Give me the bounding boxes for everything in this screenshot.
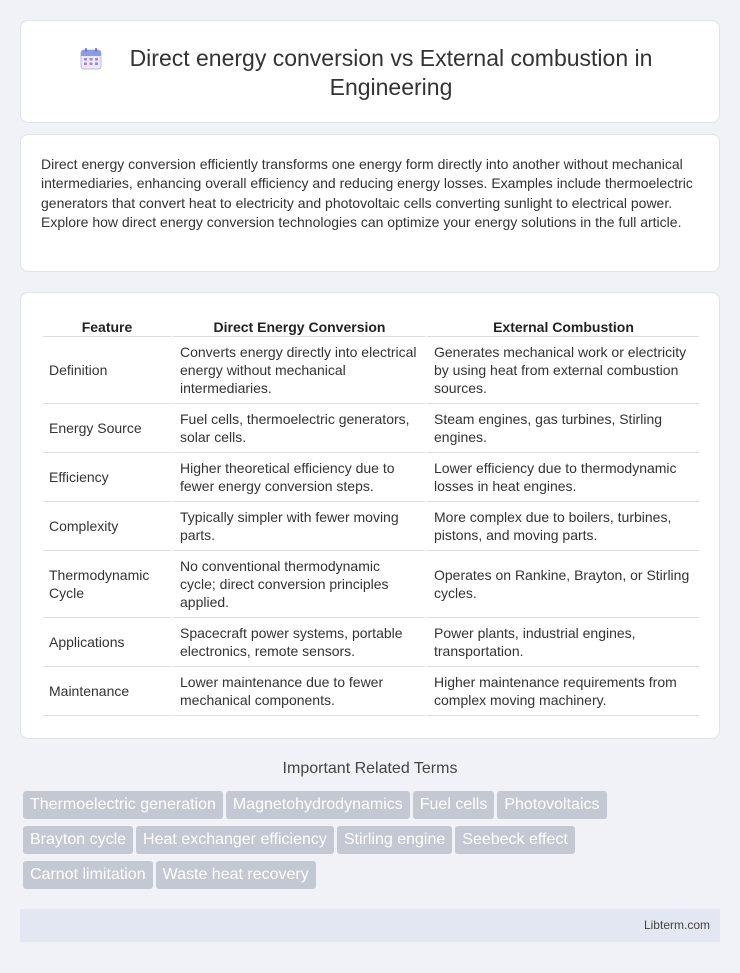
related-term-tag[interactable]: Fuel cells bbox=[413, 791, 495, 819]
row-feature: Applications bbox=[43, 618, 171, 667]
row-feature: Maintenance bbox=[43, 667, 171, 716]
row-direct: Fuel cells, thermoelectric generators, solar cells. bbox=[171, 404, 425, 453]
related-term-tag[interactable]: Brayton cycle bbox=[23, 826, 133, 854]
footer-site-link[interactable]: Libterm.com bbox=[643, 918, 710, 932]
table-row bbox=[43, 337, 699, 404]
title-card bbox=[20, 20, 720, 123]
header-direct: Direct Energy Conversion bbox=[171, 315, 425, 337]
row-feature: Complexity bbox=[43, 502, 171, 551]
row-direct: No conventional thermodynamic cycle; direct conversion principles applied. bbox=[171, 551, 425, 618]
row-external: More complex due to boilers, turbines, pistons, and moving parts. bbox=[425, 502, 699, 551]
related-term-tag[interactable]: Waste heat recovery bbox=[156, 861, 316, 889]
row-external: Power plants, industrial engines, transportation. bbox=[425, 618, 699, 667]
comparison-card bbox=[20, 292, 720, 739]
row-feature: Efficiency bbox=[43, 453, 171, 502]
row-external: Higher maintenance requirements from complex moving machinery. bbox=[425, 667, 699, 716]
comparison-table bbox=[43, 315, 699, 716]
row-external: Generates mechanical work or electricity by using heat from external combustion sources. bbox=[425, 337, 699, 404]
row-external: Operates on Rankine, Brayton, or Stirling cycles. bbox=[425, 551, 699, 618]
related-term-tag[interactable]: Heat exchanger efficiency bbox=[136, 826, 334, 854]
row-external: Steam engines, gas turbines, Stirling engines. bbox=[425, 404, 699, 453]
related-terms-list bbox=[23, 791, 723, 896]
header-feature: Feature bbox=[43, 315, 171, 337]
related-term-tag[interactable]: Carnot limitation bbox=[23, 861, 153, 889]
intro-text: Direct energy conversion efficiently transforms one energy form directly into another without mechanical intermediaries, enhancing overall efficiency and reducing energy losses. Examples include thermoelectric generators that convert heat to electricity and photovoltaic cells converting sunlight to electrical power. Explore how direct energy conversion technologies can optimize your energy solutions in the full article. bbox=[41, 156, 693, 231]
table-row bbox=[43, 551, 699, 618]
intro-card bbox=[20, 134, 720, 272]
related-term-tag[interactable]: Stirling engine bbox=[337, 826, 452, 854]
row-feature: Energy Source bbox=[43, 404, 171, 453]
row-direct: Higher theoretical efficiency due to fewer energy conversion steps. bbox=[171, 453, 425, 502]
row-direct: Typically simpler with fewer moving parts. bbox=[171, 502, 425, 551]
page-title: Direct energy conversion vs External combustion in Engineering bbox=[129, 45, 653, 100]
row-feature: Definition bbox=[43, 337, 171, 404]
table-row bbox=[43, 502, 699, 551]
table-row bbox=[43, 404, 699, 453]
footer bbox=[20, 909, 720, 942]
table-row bbox=[43, 618, 699, 667]
table-row bbox=[43, 667, 699, 716]
related-term-tag[interactable]: Thermoelectric generation bbox=[23, 791, 223, 819]
related-term-tag[interactable]: Seebeck effect bbox=[455, 826, 575, 854]
related-terms-title: Important Related Terms bbox=[282, 760, 458, 777]
related-term-tag[interactable]: Magnetohydrodynamics bbox=[226, 791, 410, 819]
row-feature: Thermodynamic Cycle bbox=[43, 551, 171, 618]
row-direct: Spacecraft power systems, portable electronics, remote sensors. bbox=[171, 618, 425, 667]
header-external: External Combustion bbox=[425, 315, 699, 337]
table-row bbox=[43, 453, 699, 502]
row-direct: Converts energy directly into electrical energy without mechanical intermediaries. bbox=[171, 337, 425, 404]
row-direct: Lower maintenance due to fewer mechanical components. bbox=[171, 667, 425, 716]
related-term-tag[interactable]: Photovoltaics bbox=[497, 791, 606, 819]
table-header-row bbox=[43, 315, 699, 337]
row-external: Lower efficiency due to thermodynamic losses in heat engines. bbox=[425, 453, 699, 502]
